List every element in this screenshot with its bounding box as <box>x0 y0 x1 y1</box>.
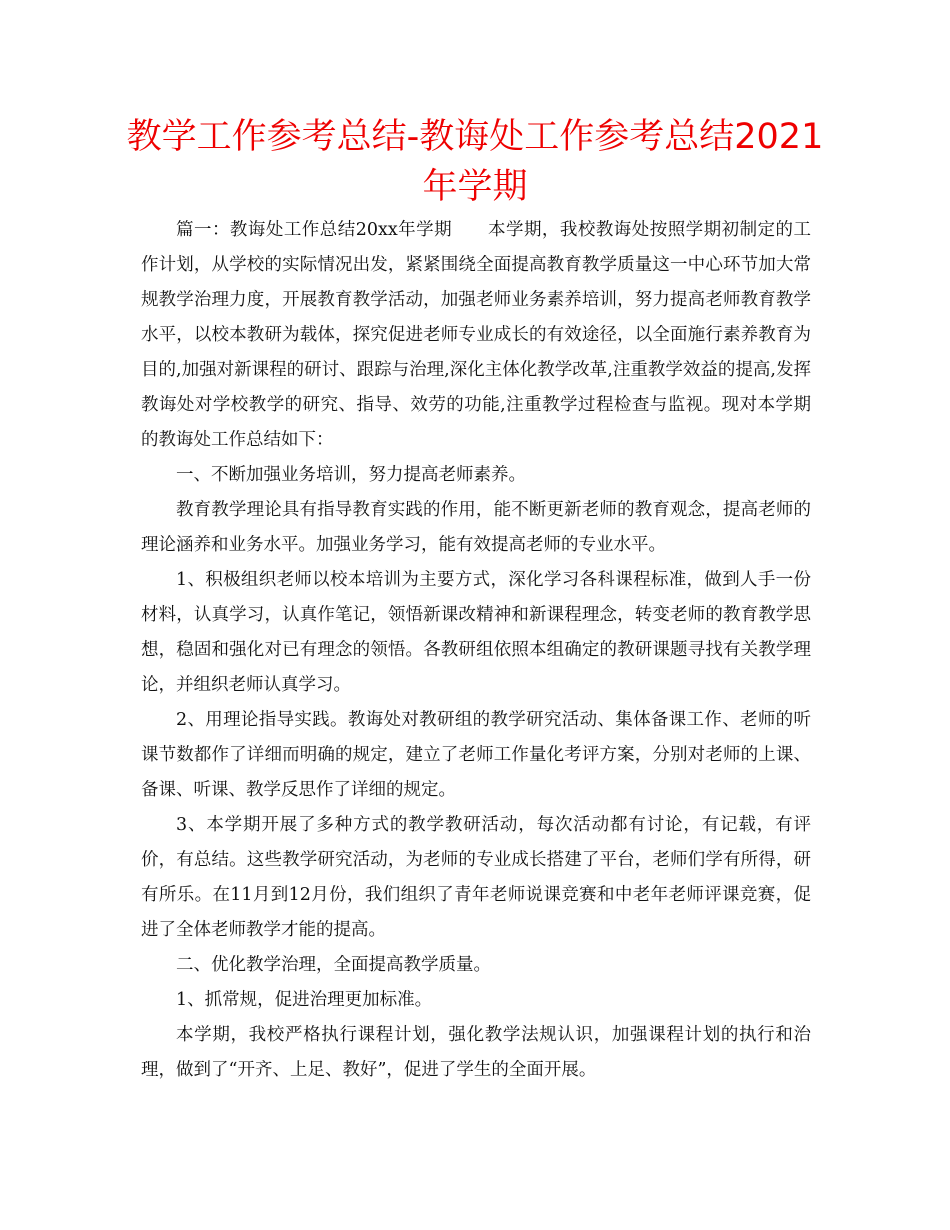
paragraph: 本学期，我校严格执行课程计划，强化教学法规认识，加强课程计划的执行和治理，做到了“开齐、上足、教好”，促进了学生的全面开展。 <box>141 1025 811 1080</box>
paragraph: 教育教学理论具有指导教育实践的作用，能不断更新老师的教育观念，提高老师的理论涵养和业务水平。加强业务学习，能有效提高老师的专业水平。 <box>141 500 811 555</box>
subsection-heading: 1、抓常规，促进治理更加标准。 <box>176 990 433 1010</box>
section-heading: 一、不断加强业务培训，努力提高老师素养。 <box>176 465 526 485</box>
section-heading: 二、优化教学治理，全面提高教学质量。 <box>176 955 491 975</box>
paragraph: 篇一：教诲处工作总结20xx年学期 本学期，我校教诲处按照学期初制定的工作计划，从学校的实际情况出发，紧紧围绕全面提高教育教学质量这一中心环节加大常规教学治理力度，开展教育教学活动，加强老师业务素养培训，努力提高老师教育教学水平，以校本教研为载体，探究促进老师专业成长的有效途径，以全面施行素养教育为目的,加强对新课程的研讨、跟踪与治理,深化主体化教学改革,注重教学效益的提高,发挥教诲处对学校教学的研究、指导、效劳的功能,注重教学过程检查与监视。现对本学期的教诲处工作总结如下： <box>141 220 811 450</box>
paragraph: 1、积极组织老师以校本培训为主要方式，深化学习各科课程标准，做到人手一份材料，认真学习，认真作笔记，领悟新课改精神和新课程理念，转变老师的教育教学思想，稳固和强化对已有理念的领悟。各教研组依照本组确定的教研课题寻找有关教学理论，并组织老师认真学习。 <box>141 570 811 695</box>
paragraph: 3、本学期开展了多种方式的教学教研活动，每次活动都有讨论，有记载，有评价，有总结。这些教学研究活动，为老师的专业成长搭建了平台，老师们学有所得，研有所乐。在11月到12月份，我们组织了青年老师说课竞赛和中老年老师评课竞赛，促进了全体老师教学才能的提高。 <box>141 815 811 940</box>
paragraph: 2、用理论指导实践。教诲处对教研组的教学研究活动、集体备课工作、老师的听课节数都作了详细而明确的规定，建立了老师工作量化考评方案，分别对老师的上课、备课、听课、教学反思作了详细的规定。 <box>141 710 811 800</box>
document-title: 教学工作参考总结-教诲处工作参考总结2021年学期 <box>126 117 824 207</box>
document-body <box>141 213 811 1088</box>
